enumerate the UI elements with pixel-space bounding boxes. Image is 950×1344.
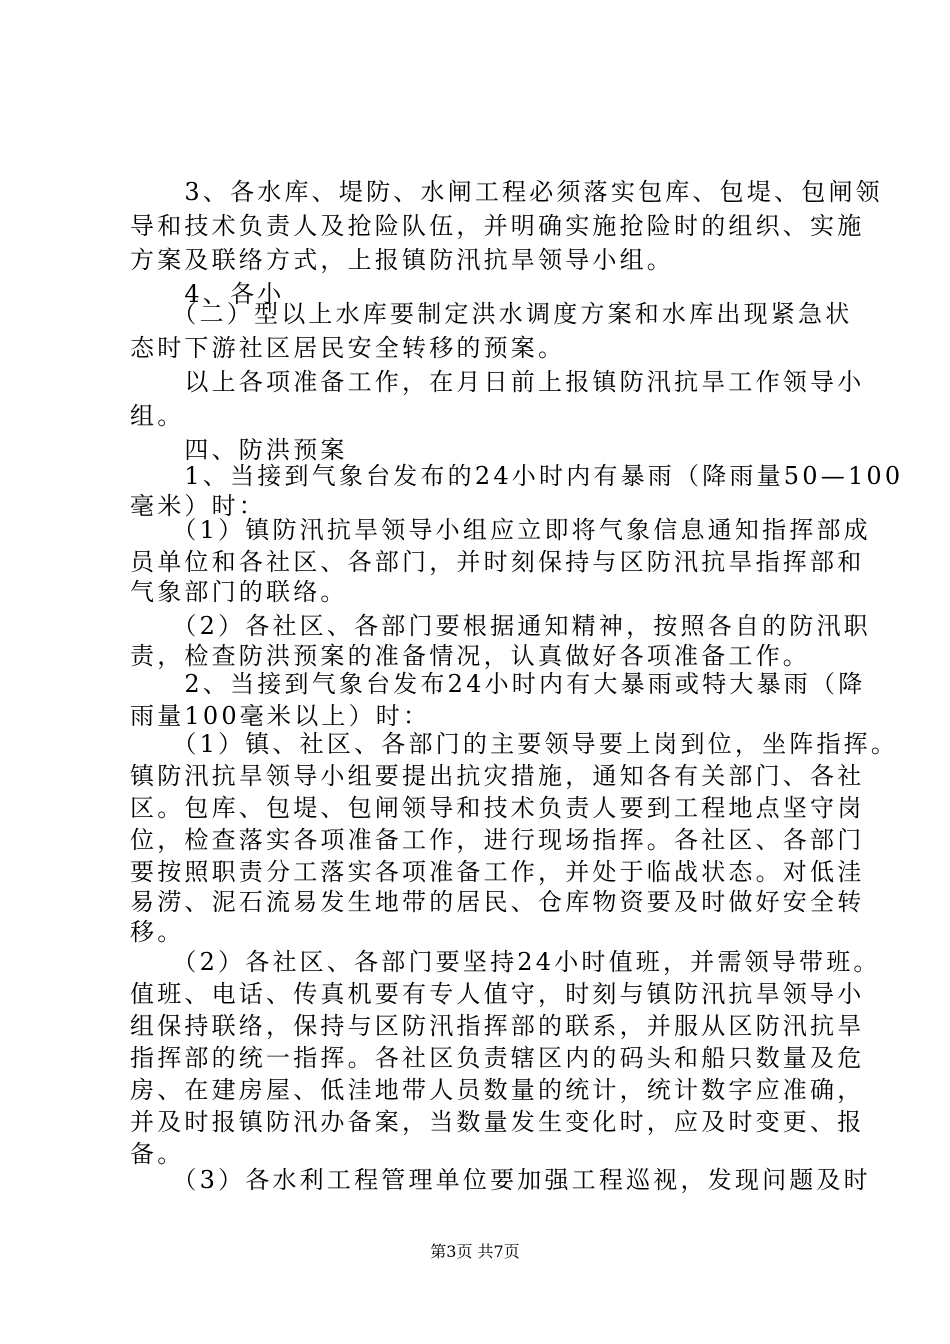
text-line: 镇防汛抗旱领导小组要提出抗灾措施，通知各有关部门、各社 xyxy=(130,762,865,790)
text-line: （2）各社区、各部门要坚持24小时值班，并需领导带班。 xyxy=(130,948,881,976)
text-line: （二）型以上水库要制定洪水调度方案和水库出现紧急状 xyxy=(130,300,853,328)
text-line: 2、当接到气象台发布24小时内有大暴雨或特大暴雨（降 xyxy=(130,670,866,698)
text-line: 房、在建房屋、低洼地带人员数量的统计，统计数字应准确， xyxy=(130,1076,865,1104)
text-line: 值班、电话、传真机要有专人值守，时刻与镇防汛抗旱领导小 xyxy=(130,980,865,1008)
text-line: 4、各小 xyxy=(130,280,285,308)
text-line: 区。包库、包堤、包闸领导和技术负责人要到工程地点坚守岗 xyxy=(130,794,865,822)
text-line: 备。 xyxy=(130,1140,185,1168)
text-line: 3、各水库、堤防、水闸工程必须落实包库、包堤、包闸领 xyxy=(130,178,883,206)
text-line: 指挥部的统一指挥。各社区负责辖区内的码头和船只数量及危 xyxy=(130,1044,865,1072)
text-line: 位，检查落实各项准备工作，进行现场指挥。各社区、各部门 xyxy=(130,826,865,854)
text-line: （1）镇防汛抗旱领导小组应立即将气象信息通知指挥部成 xyxy=(130,516,871,544)
text-line: 组保持联络，保持与区防汛指挥部的联系，并服从区防汛抗旱 xyxy=(130,1012,865,1040)
text-line: 易涝、泥石流易发生地带的居民、仓库物资要及时做好安全转 xyxy=(130,888,865,916)
text-line: 态时下游社区居民安全转移的预案。 xyxy=(130,334,566,362)
text-line: 责，检查防洪预案的准备情况，认真做好各项准备工作。 xyxy=(130,642,810,670)
text-line: （1）镇、社区、各部门的主要领导要上岗到位，坐阵指挥。 xyxy=(130,730,899,758)
text-line: （3）各水利工程管理单位要加强工程巡视，发现问题及时 xyxy=(130,1166,871,1194)
text-line: 员单位和各社区、各部门，并时刻保持与区防汛抗旱指挥部和 xyxy=(130,548,865,576)
text-line: 导和技术负责人及抢险队伍，并明确实施抢险时的组织、实施 xyxy=(130,212,865,240)
text-line: 气象部门的联络。 xyxy=(130,578,348,606)
text-line: 移。 xyxy=(130,918,185,946)
text-line: 以上各项准备工作，在月日前上报镇防汛抗旱工作领导小 xyxy=(130,368,865,396)
text-line: 毫米）时： xyxy=(130,492,266,520)
text-line: 并及时报镇防汛办备案，当数量发生变化时，应及时变更、报 xyxy=(130,1108,865,1136)
text-line: 1、当接到气象台发布的24小时内有暴雨（降雨量50—100 xyxy=(130,462,904,490)
text-line: 方案及联络方式，上报镇防汛抗旱领导小组。 xyxy=(130,246,674,274)
text-line: 四、防洪预案 xyxy=(130,436,348,464)
page-number-footer: 第3页 共7页 xyxy=(430,1242,520,1261)
text-line: 组。 xyxy=(130,402,185,430)
text-line: （2）各社区、各部门要根据通知精神，按照各自的防汛职 xyxy=(130,612,871,640)
text-line: 要按照职责分工落实各项准备工作，并处于临战状态。对低洼 xyxy=(130,858,865,886)
text-line: 雨量100毫米以上）时： xyxy=(130,702,431,730)
